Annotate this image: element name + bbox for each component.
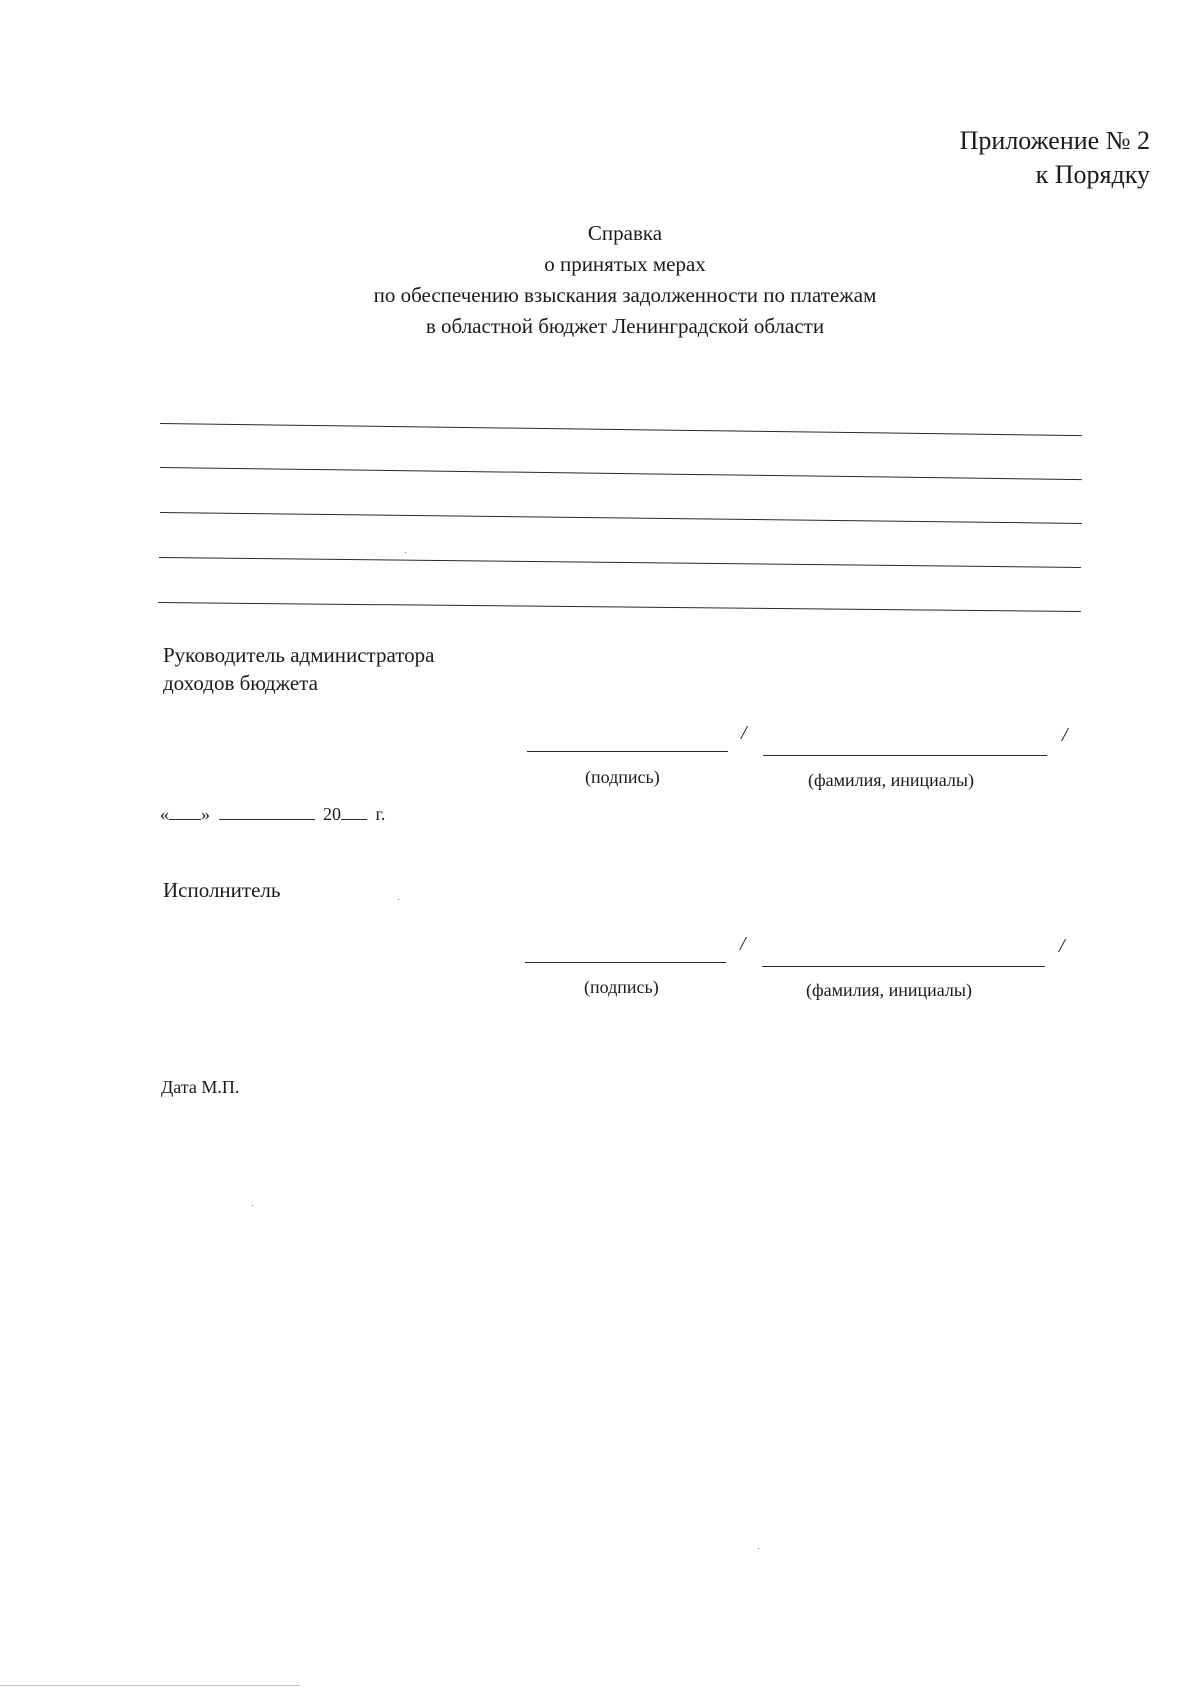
appendix-to-order: к Порядку [1035,160,1150,189]
document-title [0,218,1200,342]
title-line-2: о принятых мерах [544,252,706,276]
title-line-4: в областной бюджет Ленинградской области [425,314,825,338]
scan-edge-line [0,1685,300,1686]
year-blank[interactable] [341,805,367,820]
title-line-3: по обеспечению взыскания задолженности по платежам [373,283,877,307]
executor-label: Исполнитель [163,878,281,902]
date-open-quote: « [160,804,169,824]
head-name-caption: (фамилия, инициалы) [808,770,974,790]
scan-speck [405,552,406,553]
date-row [160,804,385,825]
executor-slash-1: / [740,933,746,955]
head-label-line-1: Руководитель администратора [163,643,435,667]
head-label-line-2: доходов бюджета [163,671,318,695]
year-prefix: 20 [323,804,341,824]
head-name-line[interactable] [763,755,1047,756]
fill-line-5 [158,602,1081,612]
year-suffix: г. [375,804,386,824]
appendix-reference [960,124,1150,192]
fill-line-3 [160,512,1082,524]
head-signature-caption: (подпись) [585,767,660,787]
executor-name-caption: (фамилия, инициалы) [806,980,972,1000]
scan-speck [252,1205,253,1206]
title-line-1: Справка [587,221,663,245]
head-slash-2: / [1062,724,1068,746]
day-blank[interactable] [169,805,201,820]
executor-signature-line[interactable] [525,962,726,963]
executor-name-line[interactable] [762,966,1045,967]
head-signature-line[interactable] [527,751,728,752]
date-close-quote: » [201,804,210,824]
executor-signature-caption: (подпись) [584,977,659,997]
scan-speck [398,899,399,900]
month-blank[interactable] [219,805,315,820]
fill-line-1 [160,423,1082,436]
head-slash-1: / [741,722,747,744]
fill-line-4 [159,557,1081,568]
fill-line-2 [160,467,1082,480]
scan-speck [758,1548,759,1549]
date-stamp-label: Дата М.П. [161,1077,240,1097]
appendix-number: Приложение № 2 [959,126,1150,155]
head-label [163,641,434,697]
executor-slash-2: / [1059,935,1065,957]
